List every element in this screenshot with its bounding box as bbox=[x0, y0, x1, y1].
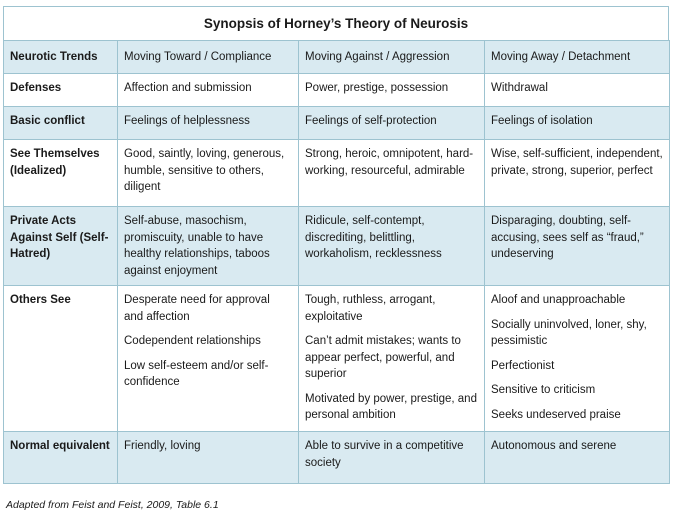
cell-text: Power, prestige, possession bbox=[305, 82, 449, 94]
header-row bbox=[4, 41, 670, 74]
table-row bbox=[4, 107, 670, 140]
cell-text: Codependent relationships bbox=[124, 335, 261, 347]
cell-text: Feelings of isolation bbox=[491, 115, 593, 127]
cell-text: Desperate need for approval and affection bbox=[124, 294, 270, 323]
table-cell bbox=[485, 140, 670, 207]
cell-text: Motivated by power, prestige, and personal ambition bbox=[305, 392, 477, 421]
header-cell-toward: Moving Toward / Compliance bbox=[118, 41, 299, 74]
table-cell bbox=[485, 286, 670, 432]
cell-text: Aloof and unapproachable bbox=[491, 294, 626, 306]
row-label-text: Basic conflict bbox=[10, 115, 85, 127]
cell-text: Wise, self-sufficient, independent, private, strong, superior, perfect bbox=[491, 148, 663, 177]
row-label bbox=[4, 207, 118, 286]
table-row bbox=[4, 286, 670, 432]
cell-text: Withdrawal bbox=[491, 82, 548, 94]
cell-text: Can’t admit mistakes; wants to appear perfect, powerful, and superior bbox=[305, 335, 461, 380]
cell-text: Tough, ruthless, arrogant, exploitative bbox=[305, 294, 436, 323]
cell-text: Disparaging, doubting, self-accusing, sees self as “fraud,” undeserving bbox=[491, 215, 644, 260]
table-cell bbox=[299, 140, 485, 207]
table-cell bbox=[299, 74, 485, 107]
table-cell bbox=[485, 207, 670, 286]
row-label-text: Others See bbox=[10, 294, 71, 306]
header-cell-trends: Neurotic Trends bbox=[4, 41, 118, 74]
table-cell bbox=[485, 107, 670, 140]
cell-text: Perfectionist bbox=[491, 359, 555, 372]
table-cell bbox=[299, 107, 485, 140]
table-cell bbox=[485, 74, 670, 107]
row-label-text: Private Acts Against Self (Self-Hatred) bbox=[10, 215, 109, 260]
row-label bbox=[4, 74, 118, 107]
table-row bbox=[4, 140, 670, 207]
row-label bbox=[4, 286, 118, 432]
cell-text: Feelings of helplessness bbox=[124, 115, 250, 127]
header-cell-against: Moving Against / Aggression bbox=[299, 41, 485, 74]
cell-text: Self-abuse, masochism, promiscuity, unable to have healthy relationships, taboos against enjoyment bbox=[124, 215, 270, 277]
cell-text: Good, saintly, loving, generous, humble, sensitive to others, diligent bbox=[124, 148, 285, 193]
cell-text: Feelings of self-protection bbox=[305, 115, 437, 127]
table-cell bbox=[485, 432, 670, 484]
table-row bbox=[4, 207, 670, 286]
cell-text: Socially uninvolved, loner, shy, pessimistic bbox=[491, 318, 647, 347]
row-label-text: See Themselves (Idealized) bbox=[10, 148, 100, 177]
table-cell bbox=[118, 107, 299, 140]
horney-table bbox=[3, 40, 670, 484]
cell-text: Seeks undeserved praise bbox=[491, 408, 621, 421]
row-label-text: Normal equivalent bbox=[10, 440, 110, 452]
row-label bbox=[4, 107, 118, 140]
table-cell bbox=[299, 432, 485, 484]
cell-text: Ridicule, self-contempt, discrediting, belittling, workaholism, recklessness bbox=[305, 215, 442, 260]
row-label-text: Defenses bbox=[10, 82, 62, 94]
table-cell bbox=[118, 74, 299, 107]
table-row bbox=[4, 74, 670, 107]
row-label bbox=[4, 140, 118, 207]
source-caption: Adapted from Feist and Feist, 2009, Table 6.1 bbox=[6, 499, 219, 511]
table-cell bbox=[299, 207, 485, 286]
cell-text: Strong, heroic, omnipotent, hard-working, resourceful, admirable bbox=[305, 148, 474, 177]
cell-text: Friendly, loving bbox=[124, 440, 201, 452]
table-cell bbox=[299, 286, 485, 432]
table-cell bbox=[118, 207, 299, 286]
cell-text: Low self-esteem and/or self-confidence bbox=[124, 359, 269, 388]
table-cell bbox=[118, 432, 299, 484]
row-label bbox=[4, 432, 118, 484]
cell-text: Affection and submission bbox=[124, 82, 252, 94]
table-title: Synopsis of Horney’s Theory of Neurosis bbox=[3, 6, 669, 40]
table-cell bbox=[118, 286, 299, 432]
cell-text: Autonomous and serene bbox=[491, 440, 617, 452]
table-cell bbox=[118, 140, 299, 207]
cell-text: Able to survive in a competitive society bbox=[305, 440, 464, 469]
table-row bbox=[4, 432, 670, 484]
cell-text: Sensitive to criticism bbox=[491, 384, 596, 396]
table-container bbox=[3, 6, 669, 484]
header-cell-away: Moving Away / Detachment bbox=[485, 41, 670, 74]
